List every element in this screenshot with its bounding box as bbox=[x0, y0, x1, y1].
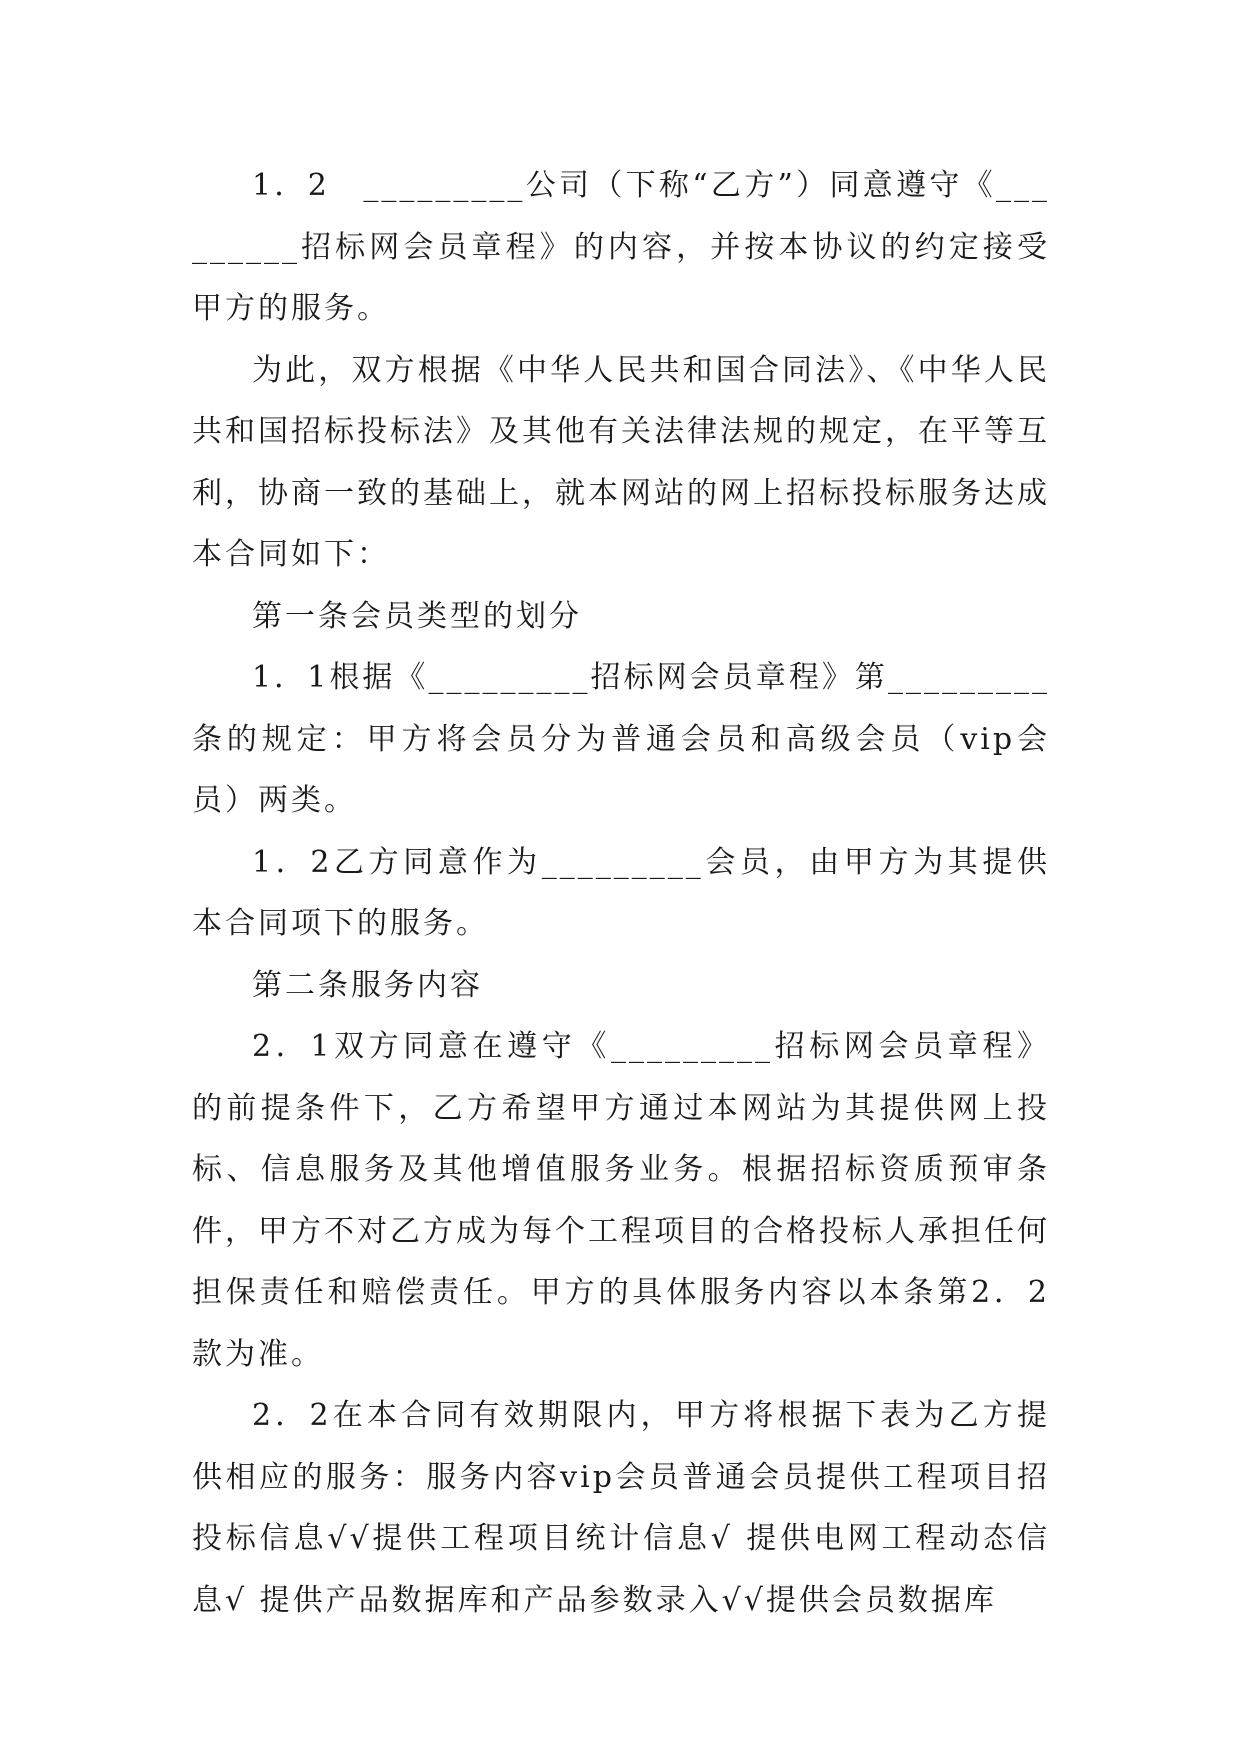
article-1-heading: 第一条会员类型的划分 bbox=[252, 598, 582, 634]
document-page bbox=[192, 155, 1050, 1631]
paragraph-1-2-party-b-agreement: 1．2 _________公司（下称“乙方”）同意遵守《_________招标网会员章程》的内容，并按本协议的约定接受甲方的服务。 bbox=[192, 168, 1050, 326]
paragraph-legal-basis: 为此，双方根据《中华人民共和国合同法》、《中华人民共和国招标投标法》及其他有关法律法规的规定，在平等互利，协商一致的基础上，就本网站的网上招标投标服务达成本合同如下： bbox=[192, 352, 1050, 572]
article-2-heading: 第二条服务内容 bbox=[252, 967, 483, 1003]
paragraph-2-2-service-table: 2．2在本合同有效期限内，甲方将根据下表为乙方提供相应的服务：服务内容vip会员普通会员提供工程项目招投标信息√√提供工程项目统计信息√ 提供电网工程动态信息√ 提供产品数据库和产品参数录入√√提供会员数据库 bbox=[192, 1398, 1050, 1618]
paragraph-1-2-member-choice: 1．2乙方同意作为_________会员，由甲方为其提供本合同项下的服务。 bbox=[192, 844, 1050, 941]
paragraph-2-1-service-scope: 2．1双方同意在遵守《_________招标网会员章程》的前提条件下，乙方希望甲方通过本网站为其提供网上投标、信息服务及其他增值服务业务。根据招标资质预审条件，甲方不对乙方成为每个工程项目的合格投标人承担任何担保责任和赔偿责任。甲方的具体服务内容以本条第2．2款为准。 bbox=[192, 1029, 1050, 1372]
paragraph-1-1-member-types: 1．1根据《_________招标网会员章程》第_________条的规定：甲方将会员分为普通会员和高级会员（vip会员）两类。 bbox=[192, 660, 1050, 818]
